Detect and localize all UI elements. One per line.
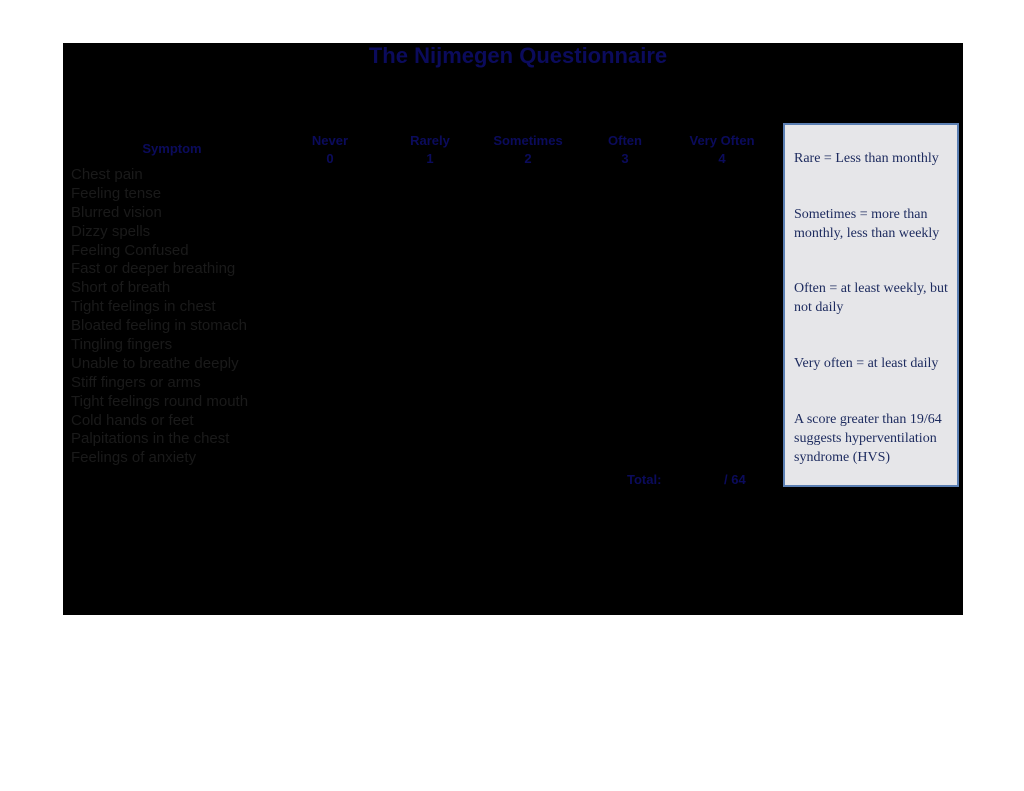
questionnaire-sheet [63, 43, 963, 615]
symptom-item: Blurred vision [71, 203, 162, 221]
column-score: 1 [426, 151, 434, 166]
column-header-often [590, 133, 660, 166]
symptom-item: Palpitations in the chest [71, 430, 230, 448]
column-label: Very Often [689, 133, 755, 148]
symptom-item: Tight feelings round mouth [71, 392, 249, 410]
symptom-item: Stiff fingers or arms [71, 373, 201, 391]
legend-often: Often = at least weekly, but not daily [794, 281, 948, 315]
symptom-item: Chest pain [71, 166, 143, 183]
column-header-never [294, 133, 366, 166]
legend-hvs-threshold: A score greater than 19/64 suggests hyperventilation syndrome (HVS) [794, 412, 942, 465]
column-header-rarely [394, 133, 466, 166]
symptom-column-header: Symptom [142, 141, 202, 156]
legend-very-often: Very often = at least daily [794, 356, 939, 371]
column-header-very-often [676, 133, 768, 166]
legend-rare: Rare = Less than monthly [794, 151, 939, 166]
symptom-item: Feeling tense [71, 184, 162, 202]
column-label: Often [608, 133, 642, 148]
column-score: 4 [718, 151, 726, 166]
symptom-item: Tight feelings in chest [71, 298, 216, 316]
symptom-item: Tingling fingers [71, 336, 173, 354]
symptom-item: Unable to breathe deeply [71, 354, 239, 372]
symptom-item: Short of breath [71, 279, 171, 297]
symptom-item: Feeling Confused [71, 241, 189, 259]
symptom-item: Fast or deeper breathing [71, 260, 236, 278]
column-header-sometimes [480, 133, 576, 166]
symptom-item: Feelings of anxiety [71, 449, 197, 467]
symptom-item: Bloated feeling in stomach [71, 317, 247, 335]
column-label: Rarely [410, 133, 450, 148]
column-score: 3 [621, 151, 629, 166]
column-score: 2 [524, 151, 532, 166]
symptom-item: Cold hands or feet [71, 411, 194, 429]
column-label: Sometimes [493, 133, 563, 148]
column-label: Never [311, 133, 349, 148]
total-suffix: / 64 [724, 472, 746, 487]
column-score: 0 [326, 151, 334, 166]
symptom-item: Dizzy spells [71, 222, 151, 240]
symptom-list [71, 166, 248, 468]
total-label: Total: [627, 472, 662, 487]
legend-sometimes: Sometimes = more than monthly, less than weekly [794, 207, 940, 241]
frequency-legend-box [783, 123, 959, 487]
document-title: The Nijmegen Questionnaire [368, 43, 668, 68]
